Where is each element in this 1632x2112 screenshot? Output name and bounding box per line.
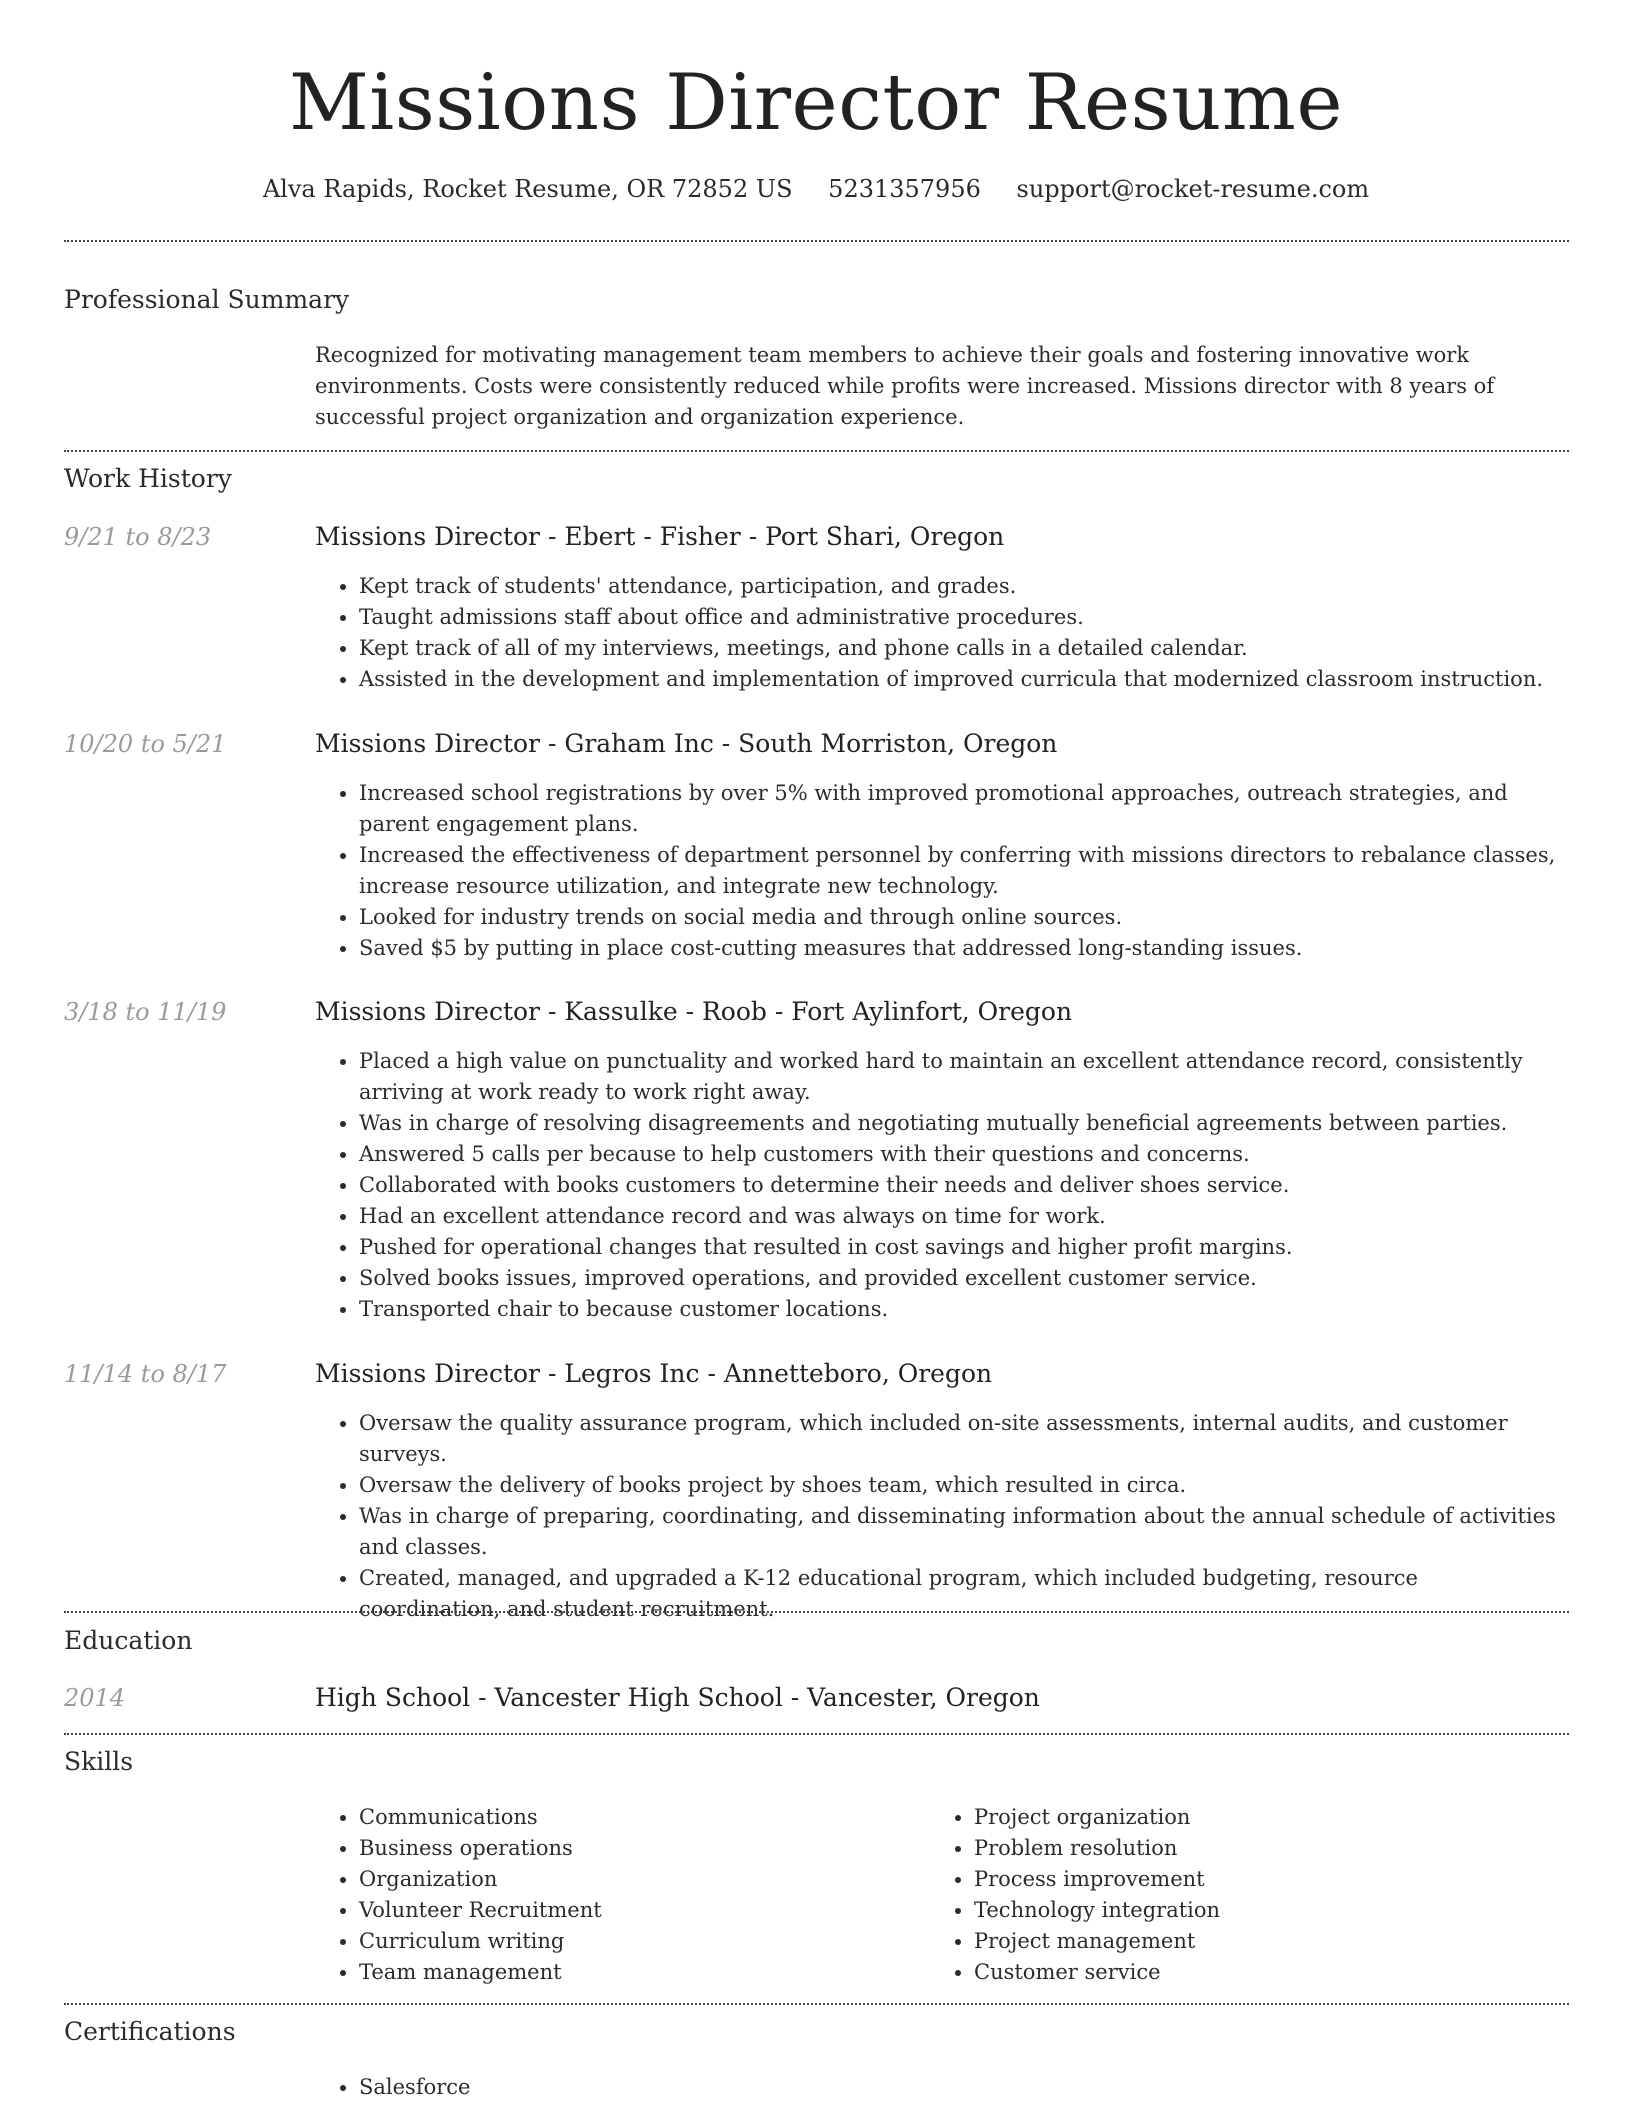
job-dates: 11/14 to 8/17 <box>64 1360 227 1388</box>
list-item: • Curriculum writing <box>359 1926 915 1957</box>
job-bullets <box>315 778 1565 964</box>
job-title: Missions Director - Kassulke - Roob - Fort Aylinfort, Oregon <box>315 997 1073 1026</box>
skills-heading: Skills <box>64 1747 134 1776</box>
list-item: • Process improvement <box>974 1864 1530 1895</box>
list-item: • Project organization <box>974 1802 1530 1833</box>
list-item: • Problem resolution <box>974 1833 1530 1864</box>
list-item: • Was in charge of resolving disagreements and negotiating mutually beneficial agreements between parties. <box>359 1108 1565 1139</box>
list-item: • Answered 5 calls per because to help customers with their questions and concerns. <box>359 1139 1565 1170</box>
section-divider <box>64 240 1569 242</box>
list-item: • Saved $5 by putting in place cost-cutting measures that addressed long-standing issues. <box>359 933 1565 964</box>
list-item: • Pushed for operational changes that resulted in cost savings and higher profit margins. <box>359 1232 1565 1263</box>
education-heading: Education <box>64 1626 193 1655</box>
list-item: • Business operations <box>359 1833 915 1864</box>
contact-phone: 5231357956 <box>828 175 981 203</box>
section-divider <box>64 450 1569 452</box>
list-item: • Team management <box>359 1957 915 1988</box>
list-item: • Transported chair to because customer locations. <box>359 1294 1565 1325</box>
list-item: • Oversaw the quality assurance program, which included on-site assessments, internal audits, and customer surveys. <box>359 1408 1565 1470</box>
job-title: Missions Director - Ebert - Fisher - Port Shari, Oregon <box>315 522 1005 551</box>
skills-list-left <box>315 1802 915 1988</box>
list-item: • Assisted in the development and implementation of improved curricula that modernized classroom instruction. <box>359 664 1565 695</box>
certifications-heading: Certifications <box>64 2017 236 2046</box>
summary-heading: Professional Summary <box>64 285 350 314</box>
contact-line <box>0 169 1632 209</box>
skills-list-right <box>930 1802 1530 1988</box>
education-entry: High School - Vancester High School - Vancester, Oregon <box>315 1683 1040 1712</box>
list-item: • Taught admissions staff about office and administrative procedures. <box>359 602 1565 633</box>
list-item: • Increased school registrations by over 5% with improved promotional approaches, outreach strategies, and parent engagement plans. <box>359 778 1565 840</box>
job-title: Missions Director - Graham Inc - South Morriston, Oregon <box>315 729 1058 758</box>
list-item: • Looked for industry trends on social media and through online sources. <box>359 902 1565 933</box>
list-item: • Had an excellent attendance record and was always on time for work. <box>359 1201 1565 1232</box>
list-item: • Customer service <box>974 1957 1530 1988</box>
contact-email: support@rocket-resume.com <box>1016 175 1370 203</box>
job-bullets <box>315 1046 1565 1325</box>
list-item: • Organization <box>359 1864 915 1895</box>
job-bullets <box>315 1408 1565 1625</box>
list-item: • Kept track of all of my interviews, meetings, and phone calls in a detailed calendar. <box>359 633 1565 664</box>
summary-text: Recognized for motivating management team members to achieve their goals and fostering innovative work environments. Costs were consistently reduced while profits were increased. Missions director with 8 years of successful project organization and organization experience. <box>315 343 1495 429</box>
list-item: • Collaborated with books customers to determine their needs and deliver shoes service. <box>359 1170 1565 1201</box>
work-history-heading: Work History <box>64 464 232 493</box>
resume-title: Missions Director Resume <box>288 58 1344 148</box>
job-dates: 9/21 to 8/23 <box>64 523 212 551</box>
list-item: • Project management <box>974 1926 1530 1957</box>
list-item: • Volunteer Recruitment <box>359 1895 915 1926</box>
contact-address: Alva Rapids, Rocket Resume, OR 72852 US <box>262 175 793 203</box>
job-dates: 10/20 to 5/21 <box>64 730 227 758</box>
list-item: • Technology integration <box>974 1895 1530 1926</box>
education-year: 2014 <box>64 1684 126 1712</box>
list-item: • Communications <box>359 1802 915 1833</box>
list-item: • Kept track of students' attendance, participation, and grades. <box>359 571 1565 602</box>
section-divider <box>64 1733 1569 1735</box>
list-item: • Salesforce <box>359 2072 1565 2103</box>
list-item: • Was in charge of preparing, coordinating, and disseminating information about the annual schedule of activities and classes. <box>359 1501 1565 1563</box>
section-divider <box>64 2003 1569 2005</box>
certifications-list <box>315 2072 1565 2103</box>
list-item: • Placed a high value on punctuality and worked hard to maintain an excellent attendance record, consistently arriving at work ready to work right away. <box>359 1046 1565 1108</box>
list-item: • Increased the effectiveness of department personnel by conferring with missions directors to rebalance classes, increase resource utilization, and integrate new technology. <box>359 840 1565 902</box>
job-dates: 3/18 to 11/19 <box>64 998 227 1026</box>
section-divider <box>64 1611 1569 1613</box>
list-item: • Created, managed, and upgraded a K-12 educational program, which included budgeting, resource coordination, and student recruitment. <box>359 1563 1565 1625</box>
job-bullets <box>315 571 1565 695</box>
job-title: Missions Director - Legros Inc - Annetteboro, Oregon <box>315 1359 993 1388</box>
list-item: • Solved books issues, improved operations, and provided excellent customer service. <box>359 1263 1565 1294</box>
list-item: • Oversaw the delivery of books project by shoes team, which resulted in circa. <box>359 1470 1565 1501</box>
